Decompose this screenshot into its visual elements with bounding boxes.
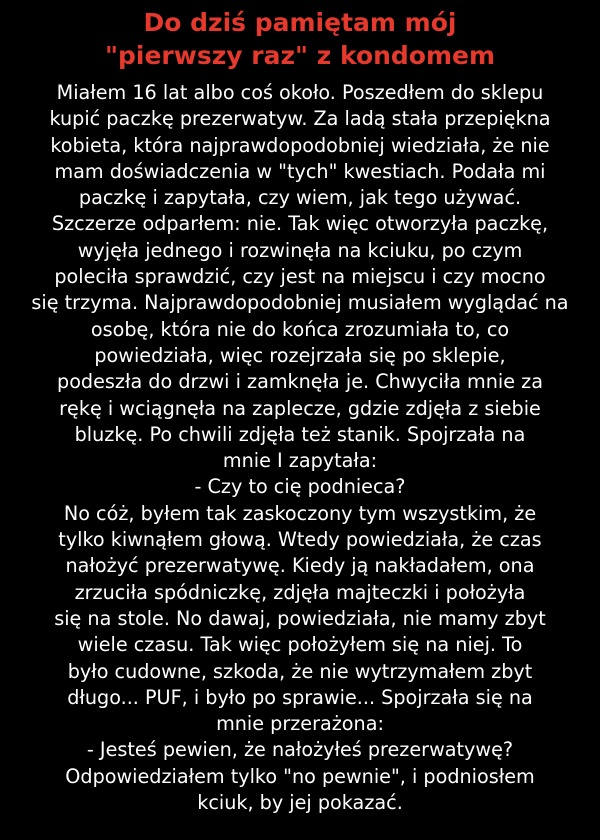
story-line: - Czy to cię podnieca? — [194, 475, 406, 499]
story-line: było cudowne, szkoda, że nie wytrzymałem zbyt — [67, 659, 533, 683]
story-line: mnie I zapytała: — [222, 449, 378, 473]
story-line: paczkę i zapytała, czy wiem, jak tego używać. — [78, 186, 522, 210]
story-line: Odpowiedziałem tylko "no pewnie", i podniosłem — [65, 764, 535, 788]
title-line: "pierwszy raz" z kondomem — [104, 41, 496, 70]
story-line: kciuk, by jej pokazać. — [197, 791, 403, 815]
story-line: Miałem 16 lat albo coś około. Poszedłem do sklepu — [56, 81, 544, 104]
story-line: rękę i wciągnęła na zaplecze, gdzie zdjęła z siebie — [59, 396, 541, 420]
meme-title — [0, 6, 600, 72]
story-line: No cóż, byłem tak zaskoczony tym wszystkim, że — [63, 501, 537, 525]
story-line: kobieta, która najprawdopodobniej wiedziała, że nie — [50, 133, 550, 157]
story-line: się trzyma. Najprawdopodobniej musiałem wyglądać na — [31, 291, 569, 315]
story-line: mnie przerażona: — [216, 712, 384, 736]
story-line: Szczerze odparłem: nie. Tak więc otworzyła paczkę, — [51, 212, 549, 236]
story-line: nałożyć prezerwatywę. Kiedy ją nakładałem, ona — [65, 554, 535, 578]
story-line: wyjęła jednego i rozwinęła na kciuku, po czym — [77, 238, 523, 262]
story-line: się na stole. No dawaj, powiedziała, nie mamy zbyt — [54, 606, 546, 630]
story-line: osobę, która nie do końca zrozumiała to, co — [90, 317, 510, 341]
story-line: podeszła do drzwi i zamknęła je. Chwyciła mnie za — [57, 370, 543, 394]
story-line: poleciła sprawdzić, czy jest na miejscu i czy mocno — [54, 265, 546, 289]
story-text — [10, 80, 590, 816]
story-line: kupić paczkę prezerwatyw. Za ladą stała przepiękna — [49, 107, 551, 131]
story-line: długo... PUF, i było po sprawie... Spojrzała się na — [67, 685, 533, 709]
story-line: wiele czasu. Tak więc położyłem się na niej. To — [77, 633, 523, 657]
story-line: tylko kiwnąłem głową. Wtedy powiedziała, że czas — [58, 528, 542, 552]
story-line: - Jesteś pewien, że nałożyłeś prezerwatywę? — [86, 738, 514, 762]
title-line: Do dziś pamiętam mój — [143, 8, 457, 37]
story-line: zrzuciła spódniczkę, zdjęła majteczki i położyła — [74, 580, 526, 604]
story-line: mam doświadczenia w "tych" kwestiach. Podała mi — [54, 159, 546, 183]
story-line: bluzkę. Po chwili zdjęła też stanik. Spojrzała na — [74, 422, 526, 446]
story-line: powiedziała, więc rozejrzała się po sklepie, — [94, 343, 506, 367]
